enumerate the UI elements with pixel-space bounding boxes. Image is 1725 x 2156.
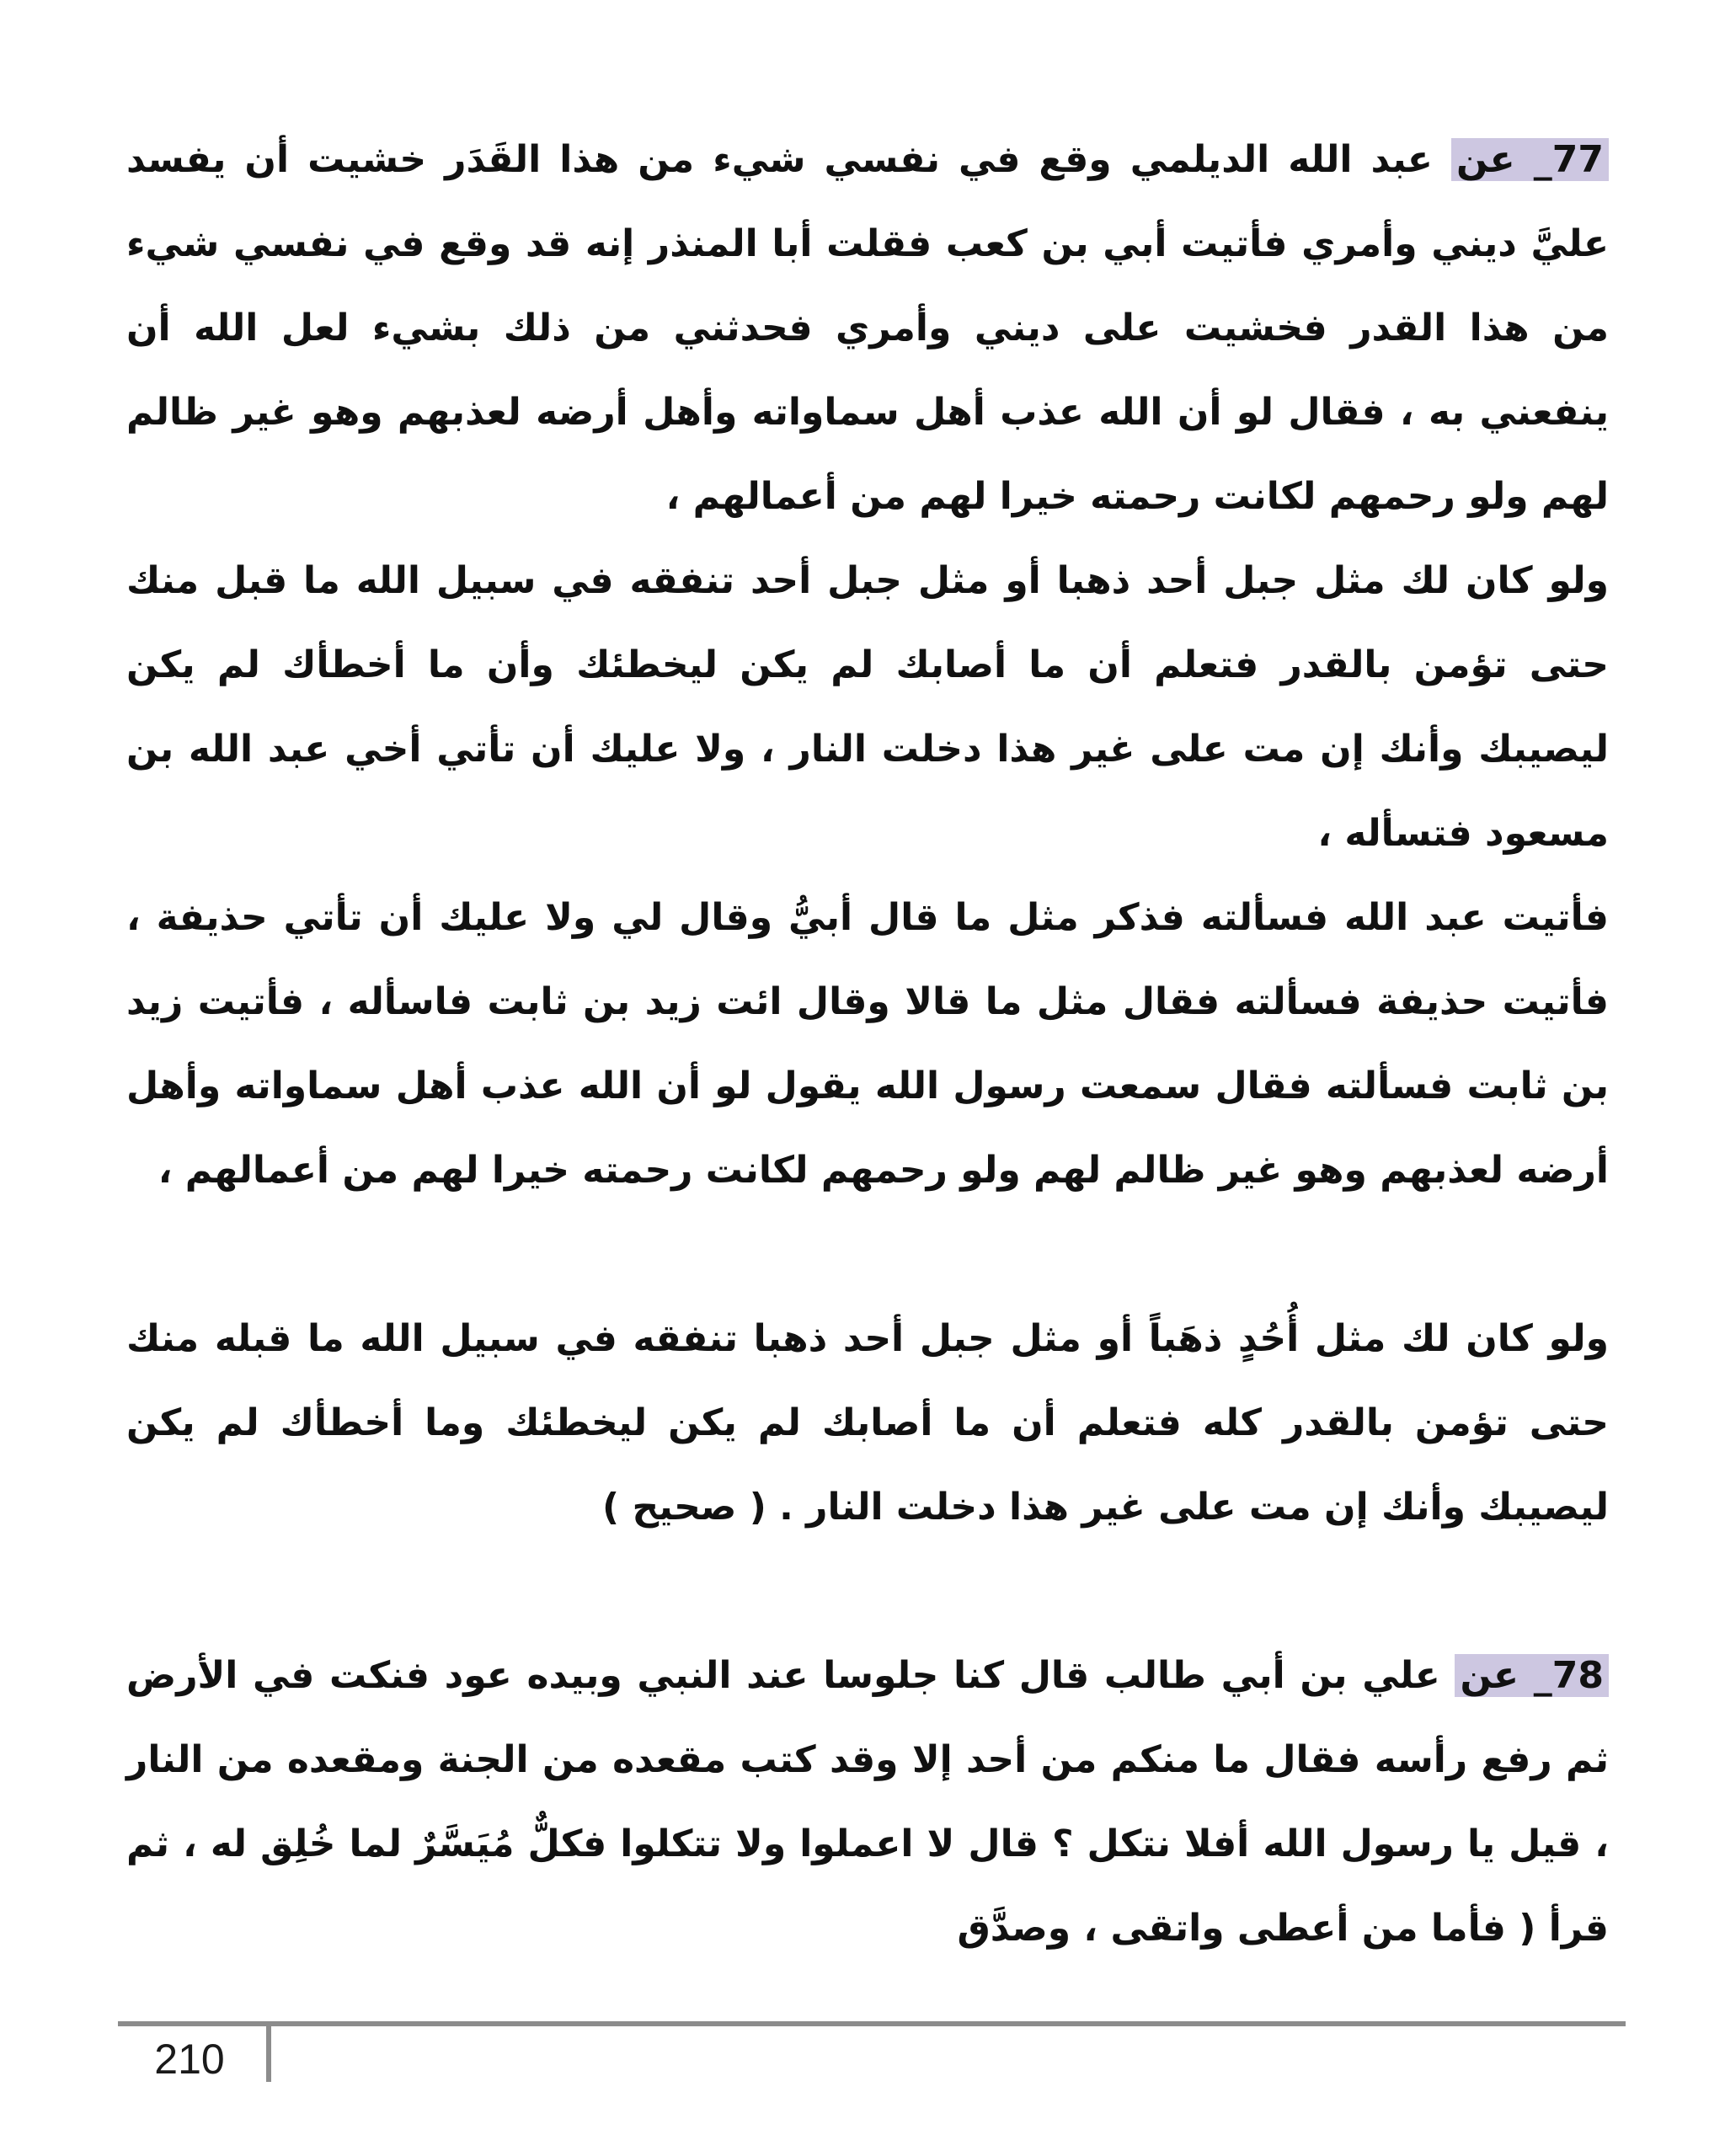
footer-rule <box>118 2021 1626 2026</box>
page-number: 210 <box>154 2036 225 2083</box>
hadith-number-77: 77_ عن <box>1451 138 1609 181</box>
hadith-number-78: 78_ عن <box>1455 1654 1609 1697</box>
paragraph-2: ولو كان لك مثل جبل أحد ذهبا أو مثل جبل أحد تنفقه في سبيل الله ما قبل منك حتى تؤمن بالقدر فتعلم أن ما أصابك لم يكن ليخطئك وأن ما أخطأك لم يكن ليصيبك وأنك إن مت على غير هذا دخلت النار ، ولا عليك أن تأتي أخي عبد الله بن مسعود فتسأله ، <box>126 559 1609 855</box>
paragraph-4: ولو كان لك مثل أُحُدٍ ذهَباً أو مثل جبل أحد ذهبا تنفقه في سبيل الله ما قبله منك حتى تؤمن بالقدر كله فتعلم أن ما أصابك لم يكن ليخطئك وما أخطأك لم يكن ليصيبك وأنك إن مت على غير هذا دخلت النار . ( صحيح ) <box>126 1317 1609 1529</box>
footer-tick <box>266 2026 271 2082</box>
hadith-77-paragraph <box>126 118 1609 539</box>
hadith-77-text: عبد الله الديلمي وقع في نفسي شيء من هذا القَدَر خشيت أن يفسد عليَّ ديني وأمري فأتيت أبي بن كعب فقلت أبا المنذر إنه قد وقع في نفسي شيء من هذا القدر فخشيت على ديني وأمري فحدثني من ذلك بشيء لعل الله أن ينفعني به ، فقال لو أن الله عذب أهل سماواته وأهل أرضه لعذبهم وهو غير ظالم لهم ولو رحمهم لكانت رحمته خيرا لهم من أعمالهم ، <box>126 138 1609 518</box>
hadith-78-text: علي بن أبي طالب قال كنا جلوسا عند النبي وبيده عود فنكت في الأرض ثم رفع رأسه فقال ما منكم من أحد إلا وقد كتب مقعده من الجنة ومقعده من النار ، قيل يا رسول الله أفلا نتكل ؟ قال لا اعملوا ولا تتكلوا فكلٌّ مُيَسَّرٌ لما خُلِق له ، ثم قرأ ( فأما من أعطى واتقى ، وصدَّق <box>126 1654 1609 1950</box>
paragraph-3: فأتيت عبد الله فسألته فذكر مثل ما قال أبيُّ وقال لي ولا عليك أن تأتي حذيفة ، فأتيت حذيفة فسألته فقال مثل ما قالا وقال ائت زيد بن ثابت فاسأله ، فأتيت زيد بن ثابت فسألته فقال سمعت رسول الله يقول لو أن الله عذب أهل سماواته وأهل أرضه لعذبهم وهو غير ظالم لهم ولو رحمهم لكانت رحمته خيرا لهم من أعمالهم ، <box>126 896 1609 1192</box>
hadith-78-paragraph <box>126 1634 1609 1971</box>
